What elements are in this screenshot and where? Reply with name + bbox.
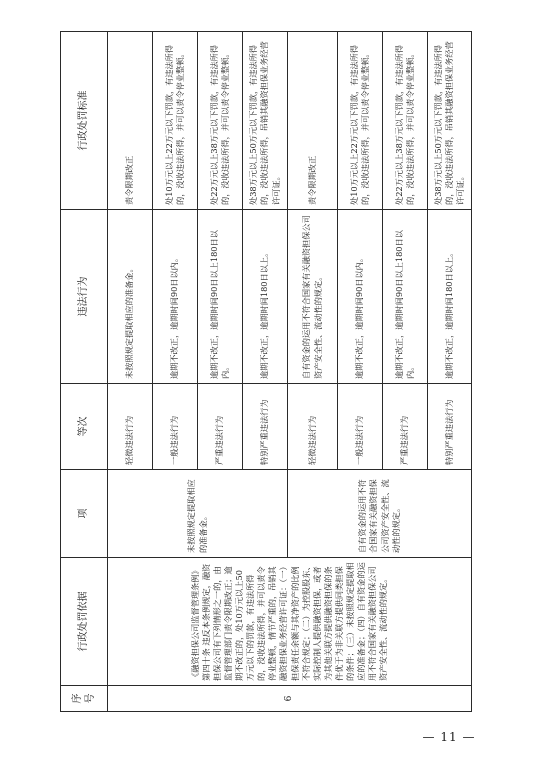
level-cell: 轻微违法行为 [288, 384, 338, 470]
item-cell: 自有资金的运用不符合国家有关融资担保公司资产安全性、流动性的规定。 [288, 470, 472, 558]
level-cell: 严重违法行为 [198, 384, 243, 470]
basis-cell: 《融资担保公司监督管理条例》第四十条 违反本条例规定，融资担保公司有下列情形之一的，由监督管理部门责令限期改正；逾期不改正的，处10万元以上50万元以下的罚款，有违法所得的，没收违法所得，并可以责令停业整顿，情节严重的，吊销其融资担保业务经营许可证：（一）担保责任余额与其净资产的比例不符合规定；（二）为控股股东、实际控制人提供融资担保，或者为其他关联方提供融资担保的条件优于为非关联方提供同类担保的条件；（三）未按照规定提取相应的准备金；（四）自有资金的运用不符合国家有关融资担保公司资产安全性、流动性的规定。 [108, 558, 472, 686]
standard-cell: 责令限期改正 [288, 32, 338, 210]
level-cell: 特别严重违法行为 [428, 384, 472, 470]
header-basis: 行政处罚依据 [61, 558, 108, 686]
level-cell: 一般违法行为 [153, 384, 198, 470]
table-row [108, 32, 153, 712]
act-cell: 逾期不改正，逾期时间90日以上180日以内。 [198, 210, 243, 384]
act-cell: 未按照规定提取相应的准备金。 [108, 210, 153, 384]
standard-cell: 处38万元以上50万元以下罚款，有违法所得的，没收违法所得，吊销其融资担保业务经营许可证。 [243, 32, 288, 210]
rotated-table-wrapper [60, 32, 464, 712]
level-cell: 特别严重违法行为 [243, 384, 288, 470]
act-cell: 逾期不改正，逾期时间180日以上。 [243, 210, 288, 384]
header-act: 违法行为 [61, 210, 108, 384]
penalty-table [60, 31, 472, 712]
standard-cell: 处10万元以上22万元以下罚款，有违法所得的，没收违法所得，并可以责令停业整顿。 [153, 32, 198, 210]
standard-cell: 处22万元以上38万元以下罚款，有违法所得的，没收违法所得，并可以责令停业整顿。 [198, 32, 243, 210]
standard-cell: 处38万元以上50万元以下罚款，有违法所得的，没收违法所得，吊销其融资担保业务经营许可证。 [428, 32, 472, 210]
act-cell: 逾期不改正，逾期时间90日以内。 [153, 210, 198, 384]
act-cell: 逾期不改正，逾期时间180日以上。 [428, 210, 472, 384]
standard-cell: 处22万元以上38万元以下罚款，有违法所得的，没收违法所得，并可以责令停业整顿。 [383, 32, 428, 210]
header-standard: 行政处罚标准 [61, 32, 108, 210]
act-cell: 逾期不改正，逾期时间90日以上180日以内。 [383, 210, 428, 384]
act-cell: 逾期不改正，逾期时间90日以内。 [338, 210, 383, 384]
header-item: 项 [61, 470, 108, 558]
header-level: 等次 [61, 384, 108, 470]
header-row [61, 32, 108, 712]
header-seq: 序号 [61, 686, 108, 712]
page-number: — 11 — [422, 730, 476, 744]
level-cell: 轻微违法行为 [108, 384, 153, 470]
standard-cell: 责令限期改正 [108, 32, 153, 210]
item-cell: 未按照规定提取相应的准备金。 [108, 470, 288, 558]
seq-cell: 6 [108, 686, 472, 712]
act-cell: 自有资金的运用不符合国家有关融资担保公司资产安全性、流动性的规定。 [288, 210, 338, 384]
level-cell: 一般违法行为 [338, 384, 383, 470]
level-cell: 严重违法行为 [383, 384, 428, 470]
standard-cell: 处10万元以上22万元以下罚款，有违法所得的，没收违法所得，并可以责令停业整顿。 [338, 32, 383, 210]
